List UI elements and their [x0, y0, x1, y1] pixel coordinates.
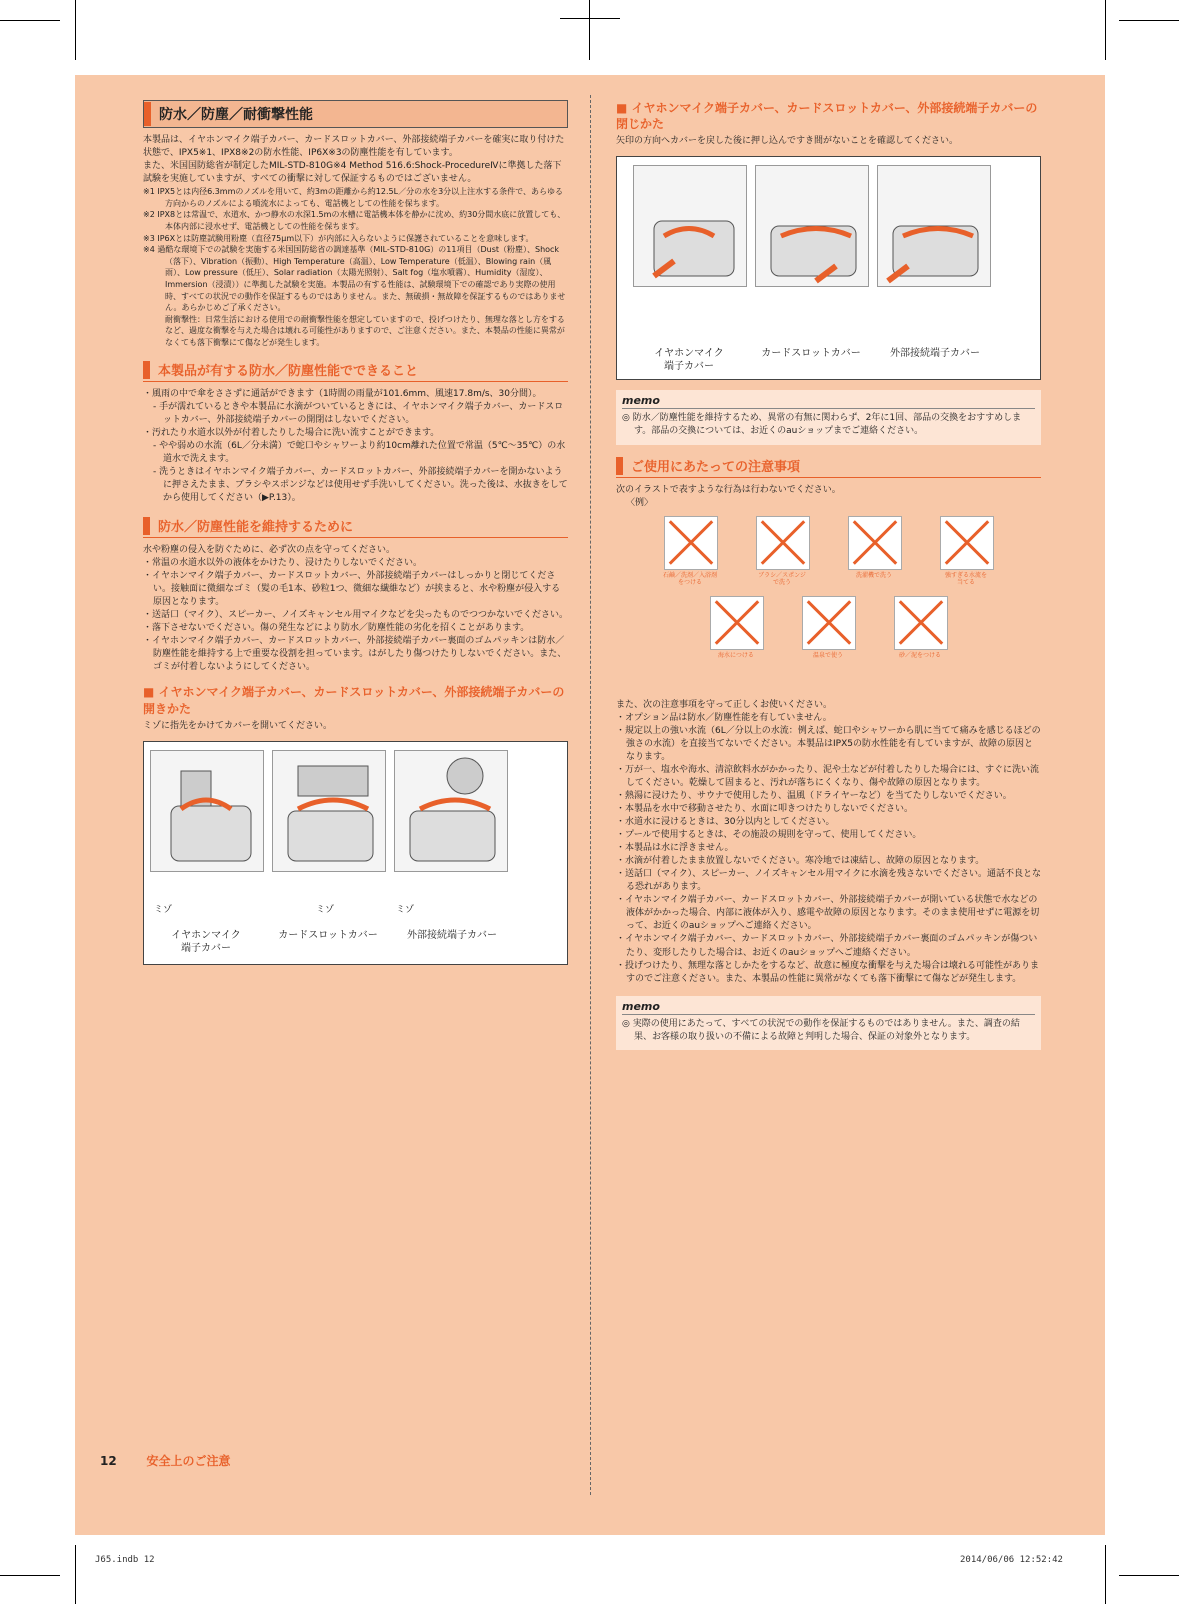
footnote-3: ※3 IP6Xとは防塵試験用粉塵（直径75μm以下）が内部に入らないように保護されていることを意味します。 [143, 233, 534, 243]
list-item: ・常温の水道水以外の液体をかけたり、浸けたりしないでください。 [143, 557, 423, 568]
list-item: ・汚れたり水道水以外が付着したりした場合に洗い流すことができます。 [143, 427, 440, 438]
column-divider [590, 95, 591, 1495]
example-label: 〈例〉 [626, 497, 654, 508]
heading-waterproof [143, 100, 568, 128]
phone-open-icon [395, 751, 507, 871]
sand-mud-icon [894, 596, 948, 650]
external-port-cover-illustration [394, 750, 508, 872]
list-item: ・水滴が付着したまま放置しないでください。寒冷地では凍結し、故障の原因となります。 [616, 856, 985, 867]
seawater-icon [710, 596, 764, 650]
list-item: ・プールで使用するときは、その施設の規則を守って、使用してください。 [616, 830, 922, 841]
figure-caption: 外部接続端子カバー [890, 348, 980, 360]
intro-paragraph-2: また、米国国防総省が制定したMIL-STD-810G※4 Method 516.6:Shock-ProcedureⅣに準拠した落下試験を実施していますが、すべての衝撃に対して保証するものではございません。 [143, 161, 562, 185]
heading-maintain [143, 515, 568, 538]
list-item: ・本製品は水に浮きません。 [616, 843, 734, 854]
icon-caption: ブラシ／スポンジ で洗う [758, 571, 806, 587]
memo-text: ◎ 防水／防塵性能を維持するため、異常の有無に関わらず、2年に1回、部品の交換をおすすめします。部品の交換については、お近くのauショップまでご連絡ください。 [622, 413, 1022, 437]
page-number: 12 [100, 1454, 117, 1468]
caution-intro: 次のイラストで表すような行為は行わないでください。 [616, 484, 841, 495]
phone-close-icon [756, 166, 868, 286]
list-item: ・投げつけたり、無理な落としかたをするなど、故意に極度な衝撃を与えた場合は壊れる可能性がありますのでご注意ください。また、本製品の性能に異常がなくても落下衝撃にて傷などが発生します。 [616, 960, 1040, 984]
list-item: ・風雨の中で傘をささずに通話ができます（1時間の雨量が101.6mm、風速17.8m/s、30分間）。 [143, 388, 542, 399]
footnote-shock: 耐衝撃性：日常生活における使用での耐衝撃性能を想定していますので、投げつけたり、無理な落とし方をするなど、過度な衝撃を与えた場合は壊れる可能性がありますので、ご注意ください。また、本製品の性能に異常がなくても落下衝撃にて傷などが発生します。 [165, 314, 565, 347]
icon-caption: 強すぎる水流を 当てる [944, 571, 987, 587]
list-item: ・落下させないでください。傷の発生などにより防水／防塵性能の劣化を招くことがあります。 [143, 623, 530, 634]
card-slot-cover-illustration [272, 750, 386, 872]
print-slug-date: 2014/06/06 12:52:42 [960, 1555, 1063, 1565]
footnote-4: ※4 過酷な環境下での試験を実施する米国国防総省の調達基準（MIL-STD-810G）の11項目（Dust（粉塵）、Shock（落下）、Vibration（振動）、High Temperature（高温）、Low Temperature（低温）、Blowing rain（風雨）、Low pressure（低圧）、Solar radiation（太陽光照射）、Salt fog（塩水噴霧）、Humidity（湿度）、Immersion（浸漬））に準拠した試験を実施。本製品の有する性能は、試験環境下での確認であり実際の使用時、すべての状況での動作を保証するものではありません。また、無破損・無故障を保証するものではありません。あらかじめご了承ください。 [143, 245, 566, 313]
list-item: ・熱湯に浸けたり、サウナで使用したり、温風（ドライヤーなど）を当てたりしないでください。 [616, 790, 1012, 801]
phone-close-icon [634, 166, 746, 286]
phone-open-icon [273, 751, 385, 871]
list-item: ・水道水に浸けるときは、30分以内としてください。 [616, 817, 835, 828]
figure-caption: イヤホンマイク 端子カバー [171, 929, 241, 954]
heading-text: 防水／防塵性能を維持するために [158, 520, 354, 536]
memo-label: memo [622, 1000, 1035, 1015]
left-column [143, 100, 568, 973]
heading-caution [616, 455, 1041, 478]
section-title: 安全上のご注意 [146, 1454, 231, 1468]
groove-label: ミゾ [396, 904, 415, 915]
washing-machine-icon [848, 516, 902, 570]
close-covers-figure [616, 156, 1041, 380]
strong-water-icon [940, 516, 994, 570]
list-item: ・送話口（マイク）、スピーカー、ノイズキャンセル用マイクなどを尖ったものでつつかないでください。 [143, 610, 568, 621]
list-item: ・万が一、塩水や海水、清涼飲料水がかかったり、泥や土などが付着したりした場合には、すぐに洗い流してください。乾燥して固まると、汚れが落ちにくくなり、傷や故障の原因となります。 [616, 764, 1040, 788]
heading-open-covers: ■ イヤホンマイク端子カバー、カードスロットカバー、外部接続端子カバーの開きかた [143, 685, 565, 716]
caution-intro-2: また、次の注意事項を守って正しくお使いください。 [616, 699, 833, 710]
figure-caption: 外部接続端子カバー [407, 929, 497, 941]
footnote-1: ※1 IPX5とは内径6.3mmのノズルを用いて、約3mの距離から約12.5L／分の水を3分以上注水する条件で、あらゆる方向からのノズルによる噴流水によっても、電話機としての性能を保ちます。 [143, 187, 563, 208]
icon-caption: 石鹸／洗剤／入浴剤 をつける [662, 571, 717, 587]
figure-caption: カードスロットカバー [278, 929, 378, 941]
icon-caption: 温泉で使う [812, 651, 843, 659]
soap-icon [664, 516, 718, 570]
heading-close-covers: ■ イヤホンマイク端子カバー、カードスロットカバー、外部接続端子カバーの閉じかた [616, 101, 1038, 132]
memo-text: ◎ 実際の使用にあたって、すべての状況での動作を保証するものではありません。また、調査の結果、お客様の取り扱いの不備による故障と判明した場合、保証の対象外となります。 [622, 1018, 1020, 1042]
icon-caption: 砂／泥をつける [898, 651, 941, 659]
heading-text: ご使用にあたっての注意事項 [631, 460, 801, 476]
list-item: ・送話口（マイク）、スピーカー、ノイズキャンセル用マイクに水滴を残さないでください。通話不良となる恐れがあります。 [616, 869, 1041, 893]
maintain-intro: 水や粉塵の侵入を防ぐために、必ず次の点を守ってください。 [143, 544, 396, 555]
print-slug-file: J65.indb 12 [95, 1555, 155, 1565]
page [75, 75, 1105, 1535]
page-footer [100, 1452, 231, 1469]
prohibited-actions [616, 514, 1041, 699]
open-instruction: ミゾに指先をかけてカバーを開いてください。 [143, 720, 333, 731]
icon-caption: 海水につける [718, 651, 754, 659]
open-covers-figure [143, 741, 568, 965]
phone-close-icon [878, 166, 990, 286]
heading-text: 本製品が有する防水／防塵性能でできること [158, 364, 419, 379]
memo-box [616, 996, 1041, 1050]
phone-open-icon [151, 751, 263, 871]
list-item: ・イヤホンマイク端子カバー、カードスロットカバー、外部接続端子カバー裏面のゴムパッキンが傷ついたり、変形したりした場合は、お近くのauショップへご連絡ください。 [616, 934, 1038, 958]
groove-label: ミゾ [154, 904, 173, 915]
list-item: - 洗うときはイヤホンマイク端子カバー、カードスロットカバー、外部接続端子カバーを開かないように押さえたまま、ブラシやスポンジなどは使用せず手洗いしてください。洗った後は、水抜きをしてから使用してください（▶P.13）。 [153, 466, 568, 503]
list-item: ・イヤホンマイク端子カバー、カードスロットカバー、外部接続端子カバー裏面のゴムパッキンは防水／防塵性能を維持する上で重要な役割を担っています。はがしたり傷つけたりしないでください。また、ゴミが付着しないようにしてください。 [143, 636, 567, 673]
memo-box [616, 390, 1041, 444]
list-item: - やや弱めの水流（6L／分未満）で蛇口やシャワーより約10cm離れた位置で常温（5℃〜35℃）の水道水で洗えます。 [153, 440, 566, 464]
external-port-cover-illustration [877, 165, 991, 287]
footnote-2: ※2 IPX8とは常温で、水道水、かつ静水の水深1.5mの水槽に電話機本体を静かに沈め、約30分間水底に放置しても、本体内部に浸水せず、電話機としての性能を保ちます。 [143, 210, 566, 231]
heading-text: 防水／防塵／耐衝撃性能 [159, 107, 313, 123]
figure-caption: カードスロットカバー [761, 348, 861, 360]
intro-paragraph-1: 本製品は、イヤホンマイク端子カバー、カードスロットカバー、外部接続端子カバーを確実に取り付けた状態で、IPX5※1、IPX8※2の防水性能、IP6X※3の防塵性能を有しています。 [143, 135, 565, 159]
earphone-cover-illustration [633, 165, 747, 287]
list-item: ・オプション品は防水／防塵性能を有していません。 [616, 712, 832, 723]
memo-label: memo [622, 394, 1035, 409]
figure-caption: イヤホンマイク 端子カバー [654, 348, 724, 373]
heading-can-do [143, 359, 568, 382]
groove-label: ミゾ [316, 904, 335, 915]
list-item: - 手が濡れているときや本製品に水滴がついているときには、イヤホンマイク端子カバー、カードスロットカバー、外部接続端子カバーの開閉はしないでください。 [153, 401, 564, 425]
close-instruction: 矢印の方向へカバーを戻した後に押し込んですき間がないことを確認してください。 [616, 136, 959, 147]
list-item: ・イヤホンマイク端子カバー、カードスロットカバー、外部接続端子カバーはしっかりと閉じてください。接触面に微細なゴミ（髪の毛1本、砂粒1つ、微細な繊維など）が挟まると、水や粉塵が侵入する原因となります。 [143, 571, 561, 608]
list-item: ・本製品を水中で移動させたり、水面に叩きつけたりしないでください。 [616, 803, 914, 814]
brush-icon [756, 516, 810, 570]
right-column [616, 100, 1041, 1060]
icon-caption: 洗濯機で洗う [855, 571, 892, 579]
list-item: ・イヤホンマイク端子カバー、カードスロットカバー、外部接続端子カバーが開いている状態で水などの液体がかかった場合、内部に液体が入り、感電や故障の原因となります。そのまま使用せずに電源を切って、お近くのauショップへご連絡ください。 [616, 895, 1040, 932]
list-item: ・規定以上の強い水流（6L／分以上の水流：例えば、蛇口やシャワーから肌に当てて痛みを感じるほどの強さの水流）を直接当てないでください。本製品はIPX5の防水性能を有していますが、故障の原因となります。 [616, 725, 1041, 762]
hot-spring-icon [802, 596, 856, 650]
earphone-cover-illustration [150, 750, 264, 872]
card-slot-cover-illustration [755, 165, 869, 287]
